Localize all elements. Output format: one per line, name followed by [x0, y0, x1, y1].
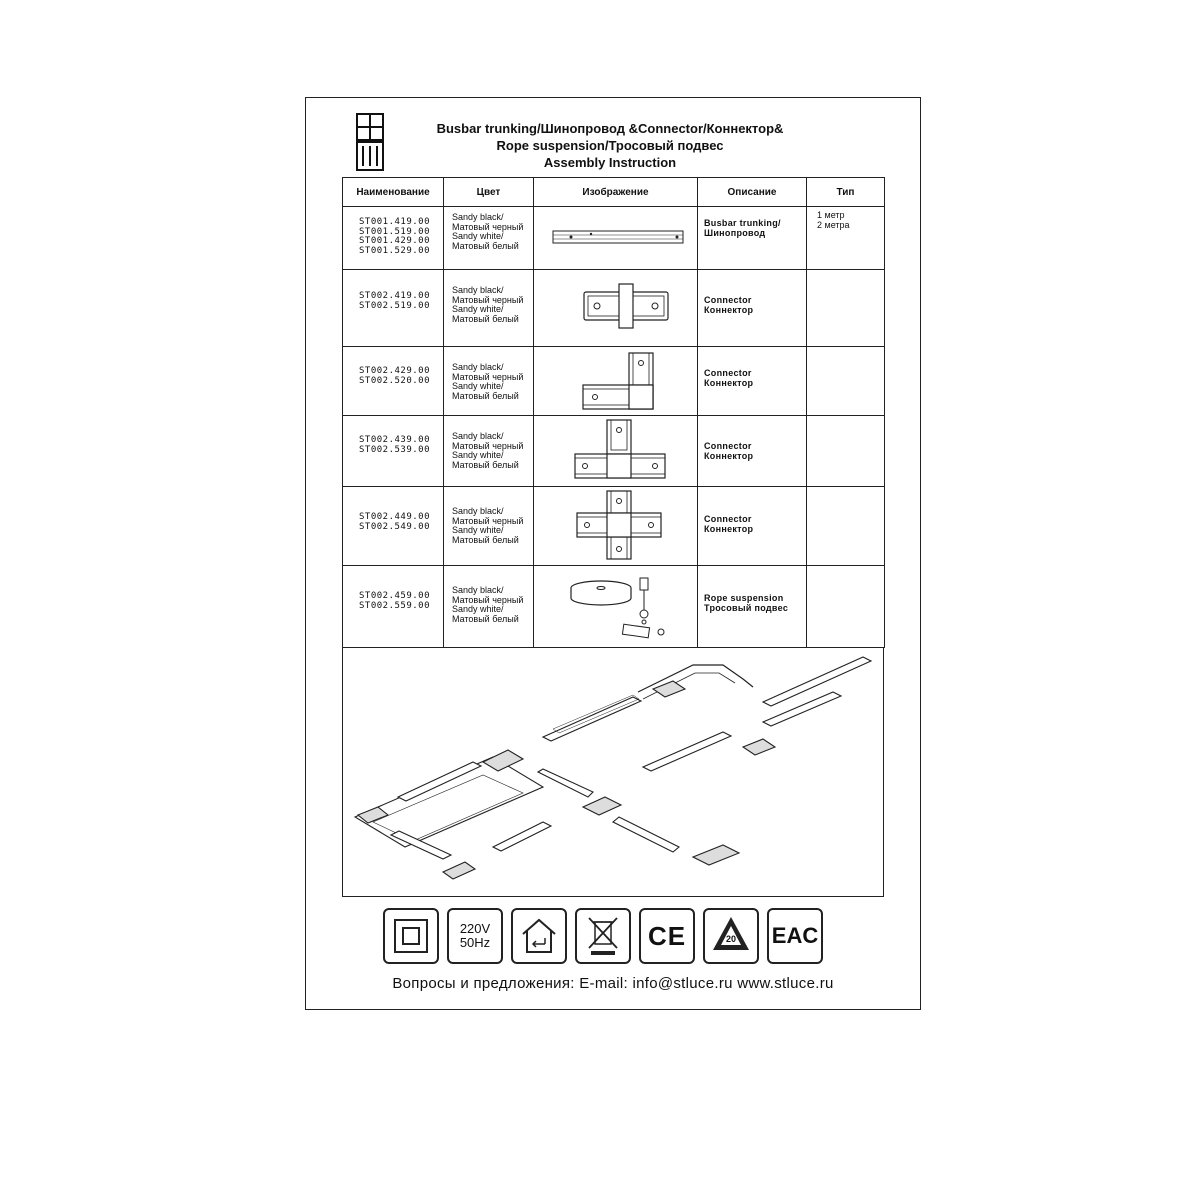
codes-cell	[343, 347, 444, 416]
straight-track-icon	[541, 207, 691, 267]
code: ST002.549.00	[359, 521, 431, 532]
description: Коннектор	[704, 304, 754, 315]
title-line-3: Assembly Instruction	[543, 155, 677, 170]
indoor-use-icon	[511, 908, 567, 964]
recycle-number: 20	[725, 934, 736, 944]
certification-icons	[383, 908, 823, 964]
description: Коннектор	[704, 377, 754, 388]
code: ST001.529.00	[359, 245, 431, 256]
table-row	[343, 416, 885, 487]
color: Матовый черный	[452, 594, 524, 605]
voltage-line-1: 220V	[459, 921, 491, 936]
image-cell	[534, 347, 698, 416]
type-cell	[807, 566, 885, 648]
description-cell	[698, 487, 807, 566]
ce-mark-icon	[639, 908, 695, 964]
color: Матовый белый	[452, 613, 519, 624]
contact-footer: Вопросы и предложения: E-mail: info@stluce.ru www.stluce.ru	[392, 975, 834, 992]
code: ST002.449.00	[359, 512, 431, 522]
type-value: 2 метра	[817, 219, 850, 230]
description-cell	[698, 416, 807, 487]
color: Матовый черный	[452, 294, 524, 305]
type-cell	[807, 207, 885, 270]
code: ST001.419.00	[359, 217, 431, 227]
color: Sandy black/	[452, 285, 504, 295]
type-cell	[807, 487, 885, 566]
codes-cell	[343, 566, 444, 648]
color: Sandy white/	[452, 304, 504, 314]
x-connector-icon	[541, 487, 691, 563]
color: Sandy black/	[452, 362, 504, 372]
color: Матовый белый	[452, 390, 519, 401]
assembly-drawing-frame	[342, 647, 884, 897]
image-cell	[534, 487, 698, 566]
table-row	[343, 487, 885, 566]
code: ST002.559.00	[359, 600, 431, 611]
image-cell	[534, 566, 698, 648]
codes-cell	[343, 416, 444, 487]
codes-cell	[343, 207, 444, 270]
description: Коннектор	[704, 450, 754, 461]
eac-text: EAC	[771, 923, 819, 948]
header-image: Изображение	[534, 178, 698, 207]
description-cell	[698, 207, 807, 270]
ce-text: CE	[647, 920, 687, 951]
spec-table	[342, 177, 885, 648]
description: Connector	[704, 368, 752, 378]
type-value: 1 метр	[817, 210, 845, 220]
l-connector-icon	[541, 347, 691, 413]
color: Sandy white/	[452, 450, 504, 460]
color: Sandy white/	[452, 381, 504, 391]
eac-mark-icon	[767, 908, 823, 964]
type-cell	[807, 347, 885, 416]
color: Sandy white/	[452, 231, 504, 241]
header-description: Описание	[698, 178, 807, 207]
recycle-icon	[703, 908, 759, 964]
description: Busbar trunking/	[704, 218, 781, 228]
assembly-illustration	[343, 647, 883, 895]
color: Матовый черный	[452, 371, 524, 382]
description-cell	[698, 347, 807, 416]
colors-cell	[444, 416, 534, 487]
table-row	[343, 566, 885, 648]
color: Матовый черный	[452, 221, 524, 232]
code: ST002.459.00	[359, 591, 431, 601]
description-cell	[698, 270, 807, 347]
description-cell	[698, 566, 807, 648]
color: Sandy black/	[452, 212, 504, 222]
code: ST002.539.00	[359, 444, 431, 455]
type-cell	[807, 270, 885, 347]
description: Connector	[704, 514, 752, 524]
type-cell	[807, 416, 885, 487]
weee-disposal-icon	[575, 908, 631, 964]
voltage-line-2: 50Hz	[459, 935, 491, 950]
codes-cell	[343, 270, 444, 347]
color: Sandy black/	[452, 431, 504, 441]
header-name: Наименование	[343, 178, 444, 207]
color: Sandy black/	[452, 585, 504, 595]
color: Матовый белый	[452, 240, 519, 251]
header-color: Цвет	[444, 178, 534, 207]
colors-cell	[444, 270, 534, 347]
code: ST001.519.00	[359, 226, 431, 237]
st-luce-logo	[355, 112, 385, 172]
code: ST002.429.00	[359, 366, 431, 376]
description: Тросовый подвес	[704, 602, 789, 613]
colors-cell	[444, 207, 534, 270]
double-insulation-icon	[383, 908, 439, 964]
color: Матовый белый	[452, 313, 519, 324]
color: Sandy black/	[452, 506, 504, 516]
description: Connector	[704, 295, 752, 305]
code: ST002.439.00	[359, 435, 431, 445]
table-row	[343, 347, 885, 416]
rope-suspension-icon	[541, 566, 691, 644]
code: ST002.520.00	[359, 375, 431, 386]
description: Шинопровод	[704, 227, 766, 238]
description: Connector	[704, 441, 752, 451]
codes-cell	[343, 487, 444, 566]
description: Коннектор	[704, 523, 754, 534]
title-line-1: Busbar trunking/Шинопровод &Connector/Коннектор&	[436, 121, 784, 136]
colors-cell	[444, 487, 534, 566]
color: Sandy white/	[452, 525, 504, 535]
code: ST002.519.00	[359, 300, 431, 311]
table-header-row	[343, 178, 885, 207]
straight-connector-icon	[541, 270, 691, 344]
colors-cell	[444, 566, 534, 648]
description: Rope suspension	[704, 593, 784, 603]
voltage-icon	[447, 908, 503, 964]
table-row	[343, 270, 885, 347]
image-cell	[534, 416, 698, 487]
code: ST001.429.00	[359, 236, 431, 246]
table-row	[343, 207, 885, 270]
color: Матовый белый	[452, 534, 519, 545]
color: Sandy white/	[452, 604, 504, 614]
t-connector-icon	[541, 416, 691, 484]
color: Матовый черный	[452, 515, 524, 526]
color: Матовый белый	[452, 459, 519, 470]
image-cell	[534, 207, 698, 270]
header-type: Тип	[807, 178, 885, 207]
code: ST002.419.00	[359, 291, 431, 301]
colors-cell	[444, 347, 534, 416]
image-cell	[534, 270, 698, 347]
title-line-2: Rope suspension/Тросовый подвес	[496, 138, 724, 153]
color: Матовый черный	[452, 440, 524, 451]
document-title	[400, 120, 820, 171]
